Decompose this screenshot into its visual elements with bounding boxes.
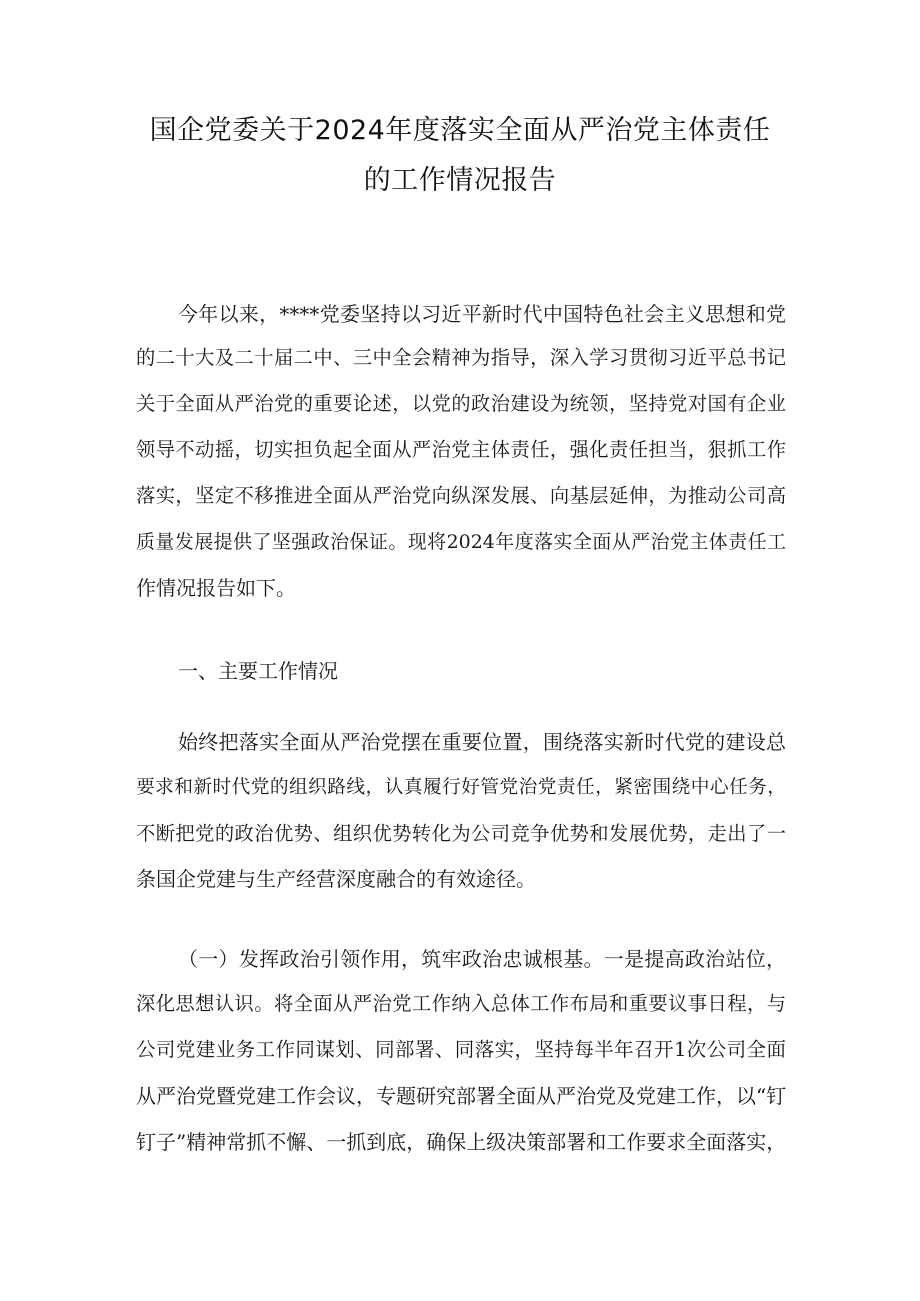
subsection-line: 钉子”精神常抓不懈、一抓到底，确保上级决策部署和工作要求全面落实， <box>136 1130 786 1154</box>
intro-line: 落实，坚定不移推进全面从严治党向纵深发展、向基层延伸，为推动公司高 <box>136 484 786 507</box>
section-line: 条国企党建与生产经营深度融合的有效途径。 <box>136 867 536 891</box>
intro-line: 今年以来，****党委坚持以习近平新时代中国特色社会主义思想和党 <box>178 302 786 326</box>
section-line: 不断把党的政治优势、组织优势转化为公司竞争优势和发展优势，走出了一 <box>136 822 786 845</box>
document-title-line-1: 国企党委关于2024年度落实全面从严治党主体责任 <box>149 115 771 146</box>
intro-line: 关于全面从严治党的重要论述，以党的政治建设为统领，坚持党对国有企业 <box>136 392 786 415</box>
subsection-line: （一）发挥政治引领作用，筑牢政治忠诚根基。一是提高政治站位， <box>178 947 786 971</box>
intro-line: 的二十大及二十届二中、三中全会精神为指导，深入学习贯彻习近平总书记 <box>136 346 786 369</box>
section-line: 要求和新时代党的组织路线，认真履行好管党治党责任，紧密围绕中心任务， <box>136 777 786 798</box>
document-title-line-2: 的工作情况报告 <box>363 165 557 196</box>
subsection-line: 深化思想认识。将全面从严治党工作纳入总体工作布局和重要议事日程，与 <box>136 992 786 1015</box>
subsection-line: 公司党建业务工作同谋划、同部署、同落实，坚持每半年召开1次公司全面 <box>136 1038 786 1061</box>
section-heading: 一、主要工作情况 <box>178 659 338 683</box>
intro-line: 质量发展提供了坚强政治保证。现将2024年度落实全面从严治党主体责任工 <box>136 531 786 553</box>
subsection-line: 从严治党暨党建工作会议，专题研究部署全面从严治党及党建工作，以“钉 <box>136 1084 786 1108</box>
intro-line: 作情况报告如下。 <box>136 576 296 600</box>
intro-line: 领导不动摇，切实担负起全面从严治党主体责任，强化责任担当，狠抓工作 <box>136 438 786 461</box>
section-line: 始终把落实全面从严治党摆在重要位置，围绕落实新时代党的建设总 <box>178 730 786 754</box>
